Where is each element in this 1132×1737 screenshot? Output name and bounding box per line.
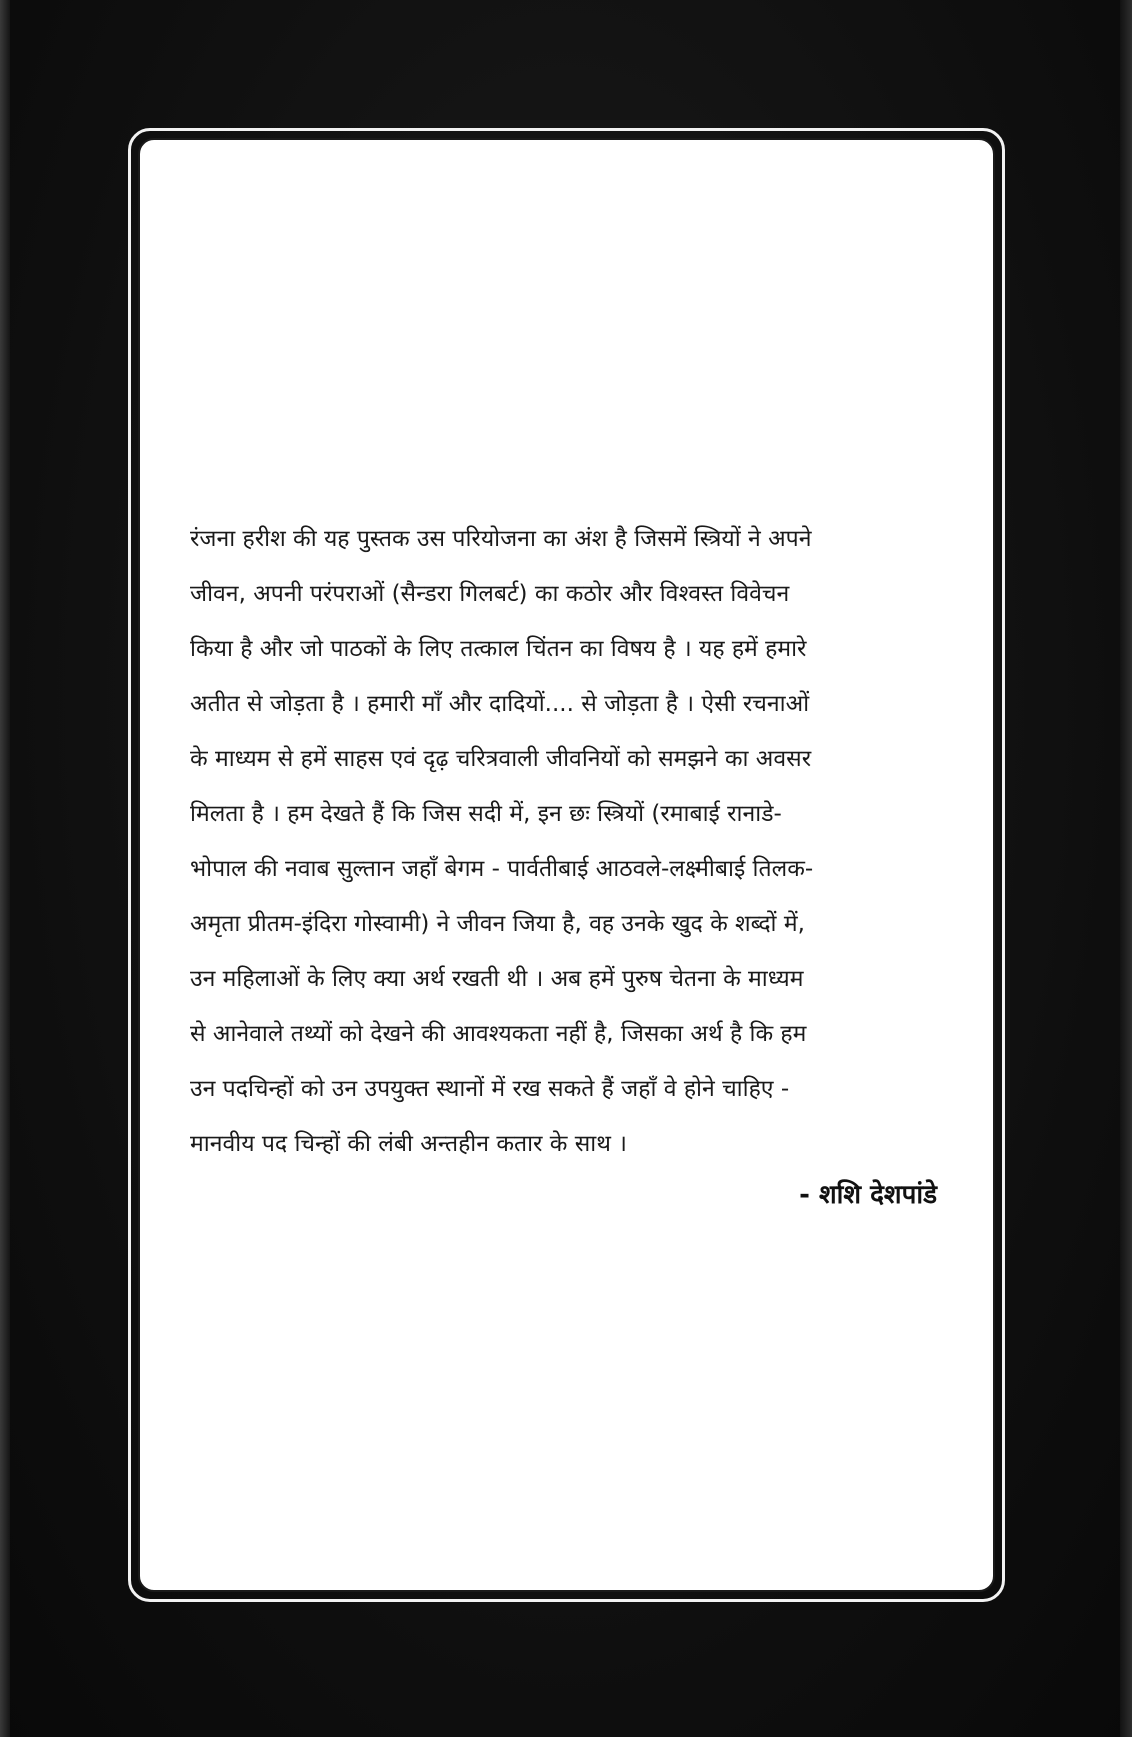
blurb-line: अतीत से जोड़ता है । हमारी माँ और दादियों.... से जोड़ता है । ऐसी रचनाओं	[190, 691, 810, 717]
blurb-line: के माध्यम से हमें साहस एवं दृढ़ चरित्रवाली जीवनियों को समझने का अवसर	[190, 746, 812, 772]
blurb-line: मिलता है । हम देखते हैं कि जिस सदी में, इन छः स्त्रियों (रमाबाई रानाडे-	[190, 801, 782, 827]
blurb-line: जीवन, अपनी परंपराओं (सैन्डरा गिलबर्ट) का कठोर और विश्वस्त विवेचन	[190, 581, 790, 607]
blurb-line: रंजना हरीश की यह पुस्तक उस परियोजना का अंश है जिसमें स्त्रियों ने अपने	[190, 526, 812, 552]
cover-spine-edge	[0, 0, 10, 1737]
blurb-line: अमृता प्रीतम-इंदिरा गोस्वामी) ने जीवन जिया है, वह उनके खुद के शब्दों में,	[190, 911, 805, 937]
blurb-text	[190, 512, 938, 1172]
blurb-line: से आनेवाले तथ्यों को देखने की आवश्यकता नहीं है, जिसका अर्थ है कि हम	[190, 1021, 807, 1047]
blurb-line: मानवीय पद चिन्हों की लंबी अन्तहीन कतार के साथ ।	[190, 1131, 627, 1157]
blurb-line: भोपाल की नवाब सुल्तान जहाँ बेगम - पार्वतीबाई आठवले-लक्ष्मीबाई तिलक-	[190, 856, 814, 882]
blurb-line: उन महिलाओं के लिए क्या अर्थ रखती थी । अब हमें पुरुष चेतना के माध्यम	[190, 966, 804, 992]
cover-right-edge	[1120, 0, 1132, 1737]
blurb-line: किया है और जो पाठकों के लिए तत्काल चिंतन का विषय है । यह हमें हमारे	[190, 636, 807, 662]
author-attribution: - शशि देशपांडे	[799, 1180, 937, 1210]
blurb-line: उन पदचिन्हों को उन उपयुक्त स्थानों में रख सकते हैं जहाँ वे होने चाहिए -	[190, 1076, 790, 1102]
